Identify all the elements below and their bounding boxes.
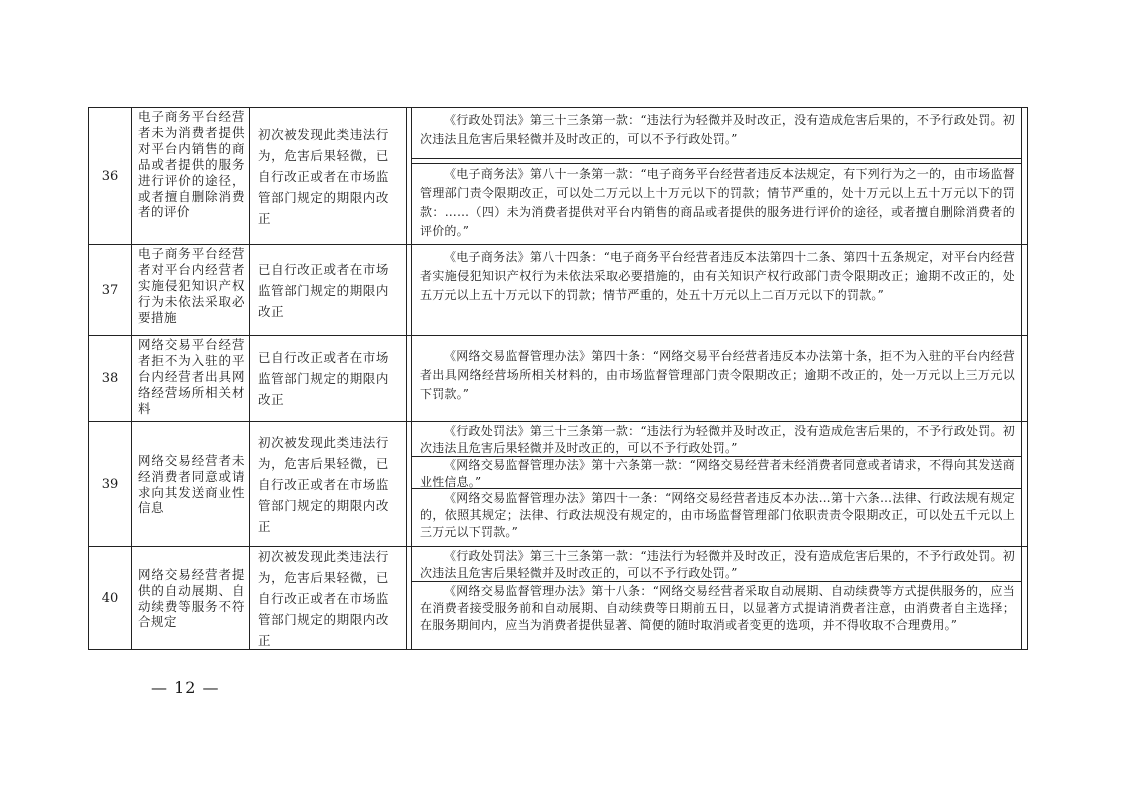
violation-item: 网络交易经营者未经消费者同意或请求向其发送商业性信息 — [138, 452, 245, 516]
exemption-condition: 已自行改正或者在市场监管部门规定的期限内改正 — [258, 350, 390, 407]
exemption-condition: 初次被发现此类违法行为，危害后果轻微，已自行改正或者在市场监管部门规定的期限内改正 — [258, 126, 390, 226]
exemption-condition: 初次被发现此类违法行为，危害后果轻微，已自行改正或者在市场监管部门规定的期限内改正 — [258, 434, 390, 534]
legal-basis: 《网络交易监督管理办法》第十六条第一款：“网络交易经营者未经消费者同意或者请求，不得向其发送商业性信息。” — [420, 458, 1015, 488]
basis-divider — [411, 163, 1021, 164]
column-divider — [406, 108, 407, 649]
basis-divider — [411, 158, 1021, 159]
violation-item-wrap — [132, 547, 249, 649]
legal-basis: 《行政处罚法》第三十三条第一款：“违法行为轻微并及时改正，没有造成危害后果的，不予行政处罚。初次违法且危害后果轻微并及时改正的，可以不予行政处罚。” — [420, 549, 1015, 580]
exemption-condition: 初次被发现此类违法行为，危害后果轻微，已自行改正或者在市场监管部门规定的期限内改正 — [258, 548, 390, 648]
row-number: 38 — [101, 371, 119, 386]
exemption-condition: 已自行改正或者在市场监管部门规定的期限内改正 — [258, 261, 390, 319]
row-number: 40 — [101, 590, 119, 606]
legal-basis: 《电子商务法》第八十一条第一款：“电子商务平台经营者违反本法规定，有下列行为之一的，由市场监督管理部门责令限期改正，可以处二万元以上十万元以下的罚款；情节严重的，处十万元以上五十万元以下的罚款：……（四）未为消费者提供对平台内销售的商品或者提供的服务进行评价的途径，或者擅自删除消费者的评价的。” — [420, 167, 1015, 238]
regulation-table — [88, 107, 1028, 650]
legal-basis: 《网络交易监督管理办法》第十八条：“网络交易经营者采取自动展期、自动续费等方式提供服务的，应当在消费者接受服务前和自动展期、自动续费等日期前五日，以显著方式提请消费者注意，由消费者自主选择；在服务期间内，应当为消费者提供显著、简便的随时取消或者变更的选项，并不得收取不合理费用。” — [420, 584, 1015, 632]
violation-item: 电子商务平台经营者未为消费者提供对平台内销售的商品或者提供的服务进行评价的途径，或者擅自删除消费者的评价 — [138, 109, 245, 220]
row-number: 36 — [101, 168, 119, 184]
column-divider — [1021, 108, 1022, 649]
violation-item: 网络交易经营者提供的自动展期、自动续费等服务不符合规定 — [138, 566, 245, 630]
violation-item-wrap — [132, 422, 249, 546]
violation-item: 电子商务平台经营者对平台内经营者实施侵犯知识产权行为未依法采取必要措施 — [138, 246, 245, 325]
legal-basis: 《电子商务法》第八十四条：“电子商务平台经营者违反本法第四十二条、第四十五条规定，对平台内经营者实施侵犯知识产权行为未依法采取必要措施的，由有关知识产权行政部门责令限期改正；逾期不改正的，处五万元以上五十万元以下的罚款；情节严重的，处五十万元以上二百万元以下的罚款。” — [420, 250, 1015, 302]
row-number: 37 — [101, 282, 119, 298]
basis-divider — [411, 488, 1021, 489]
page-number: — 12 — — [151, 678, 220, 697]
legal-basis: 《行政处罚法》第三十三条第一款：“违法行为轻微并及时改正，没有造成危害后果的，不予行政处罚。初次违法且危害后果轻微并及时改正的，可以不予行政处罚。” — [420, 424, 1015, 455]
legal-basis: 《网络交易监督管理办法》第四十条：“网络交易平台经营者违反本办法第十条，拒不为入驻的平台内经营者出具网络经营场所相关材料的，由市场监督管理部门责令限期改正；逾期不改正的，处一万元以上三万元以下罚款。” — [420, 349, 1015, 401]
violation-item: 网络交易平台经营者拒不为入驻的平台内经营者出具网络经营场所相关材料 — [138, 337, 245, 416]
legal-basis: 《网络交易监督管理办法》第四十一条：“网络交易经营者违反本办法…第十六条…法律、行政法规有规定的，依照其规定；法律、行政法规没有规定的，由市场监督管理部门依职责责令限期改正，可以处五千元以上三万元以下罚款。” — [420, 491, 1015, 539]
row-number: 39 — [101, 476, 119, 492]
basis-divider — [411, 581, 1021, 582]
legal-basis: 《行政处罚法》第三十三条第一款：“违法行为轻微并及时改正，没有造成危害后果的，不予行政处罚。初次违法且危害后果轻微并及时改正的，可以不予行政处罚。” — [420, 113, 1015, 146]
